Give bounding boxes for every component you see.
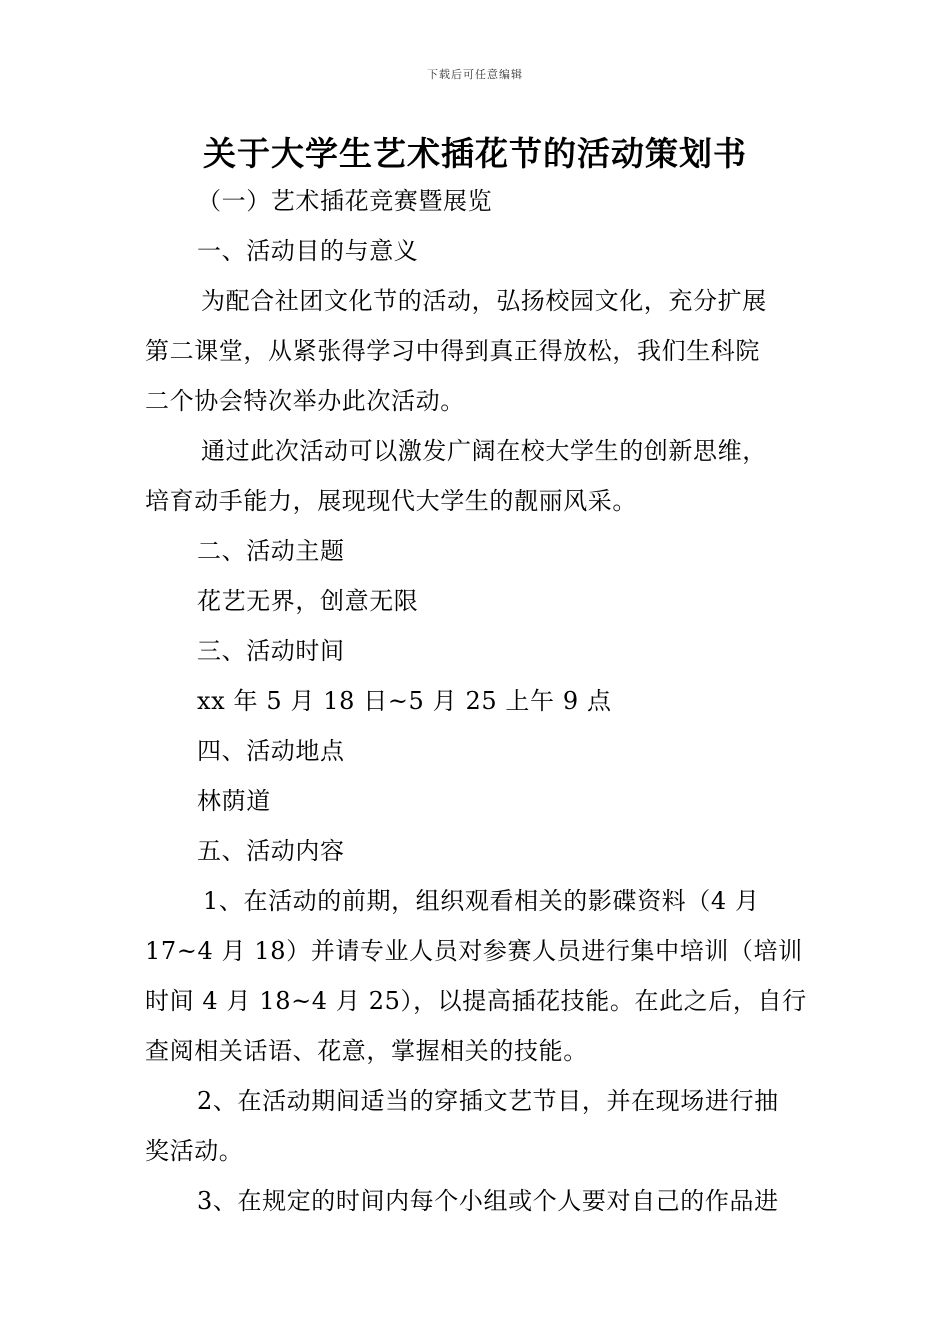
item-heading-purpose: 一、活动目的与意义 <box>197 237 419 265</box>
header-note: 下载后可任意编辑 <box>427 68 523 81</box>
paragraph-line: 17~4 月 18）并请专业人员对参赛人员进行集中培训（培训 <box>145 937 803 965</box>
time-text: xx 年 5 月 18 日~5 月 25 上午 9 点 <box>197 687 612 715</box>
paragraph-line: 培育动手能力，展现现代大学生的靓丽风采。 <box>145 487 637 515</box>
item-heading-theme: 二、活动主题 <box>197 537 345 565</box>
paragraph-line: 1、在活动的前期，组织观看相关的影碟资料（4 月 <box>203 887 760 915</box>
paragraph-line: 通过此次活动可以激发广阔在校大学生的创新思维， <box>201 437 767 465</box>
item-heading-content: 五、活动内容 <box>197 837 345 865</box>
location-text: 林荫道 <box>197 787 271 815</box>
document-body <box>145 176 810 1226</box>
paragraph-line: 2、在活动期间适当的穿插文艺节目，并在现场进行抽 <box>197 1087 779 1115</box>
section-heading: （一）艺术插花竞赛暨展览 <box>197 187 493 215</box>
content-item-3 <box>145 1176 810 1226</box>
paragraph-line: 3、在规定的时间内每个小组或个人要对自己的作品进 <box>197 1187 779 1215</box>
item-heading-time: 三、活动时间 <box>197 637 345 665</box>
document-title: 关于大学生艺术插花节的活动策划书 <box>203 134 747 173</box>
item-heading-location: 四、活动地点 <box>197 737 345 765</box>
paragraph-line: 时间 4 月 18~4 月 25），以提高插花技能。在此之后，自行 <box>145 987 807 1015</box>
paragraph-purpose <box>145 276 810 426</box>
paragraph-line: 奖活动。 <box>145 1137 244 1165</box>
paragraph-line: 查阅相关话语、花意，掌握相关的技能。 <box>145 1037 588 1065</box>
paragraph-line: 二个协会特次举办此次活动。 <box>145 387 465 415</box>
paragraph-line: 为配合社团文化节的活动，弘扬校园文化，充分扩展 <box>201 287 767 315</box>
content-item-1 <box>145 876 810 1076</box>
theme-text: 花艺无界，创意无限 <box>197 587 419 615</box>
paragraph-significance <box>145 426 810 526</box>
content-item-2 <box>145 1076 810 1176</box>
paragraph-line: 第二课堂，从紧张得学习中得到真正得放松，我们生科院 <box>145 337 760 365</box>
